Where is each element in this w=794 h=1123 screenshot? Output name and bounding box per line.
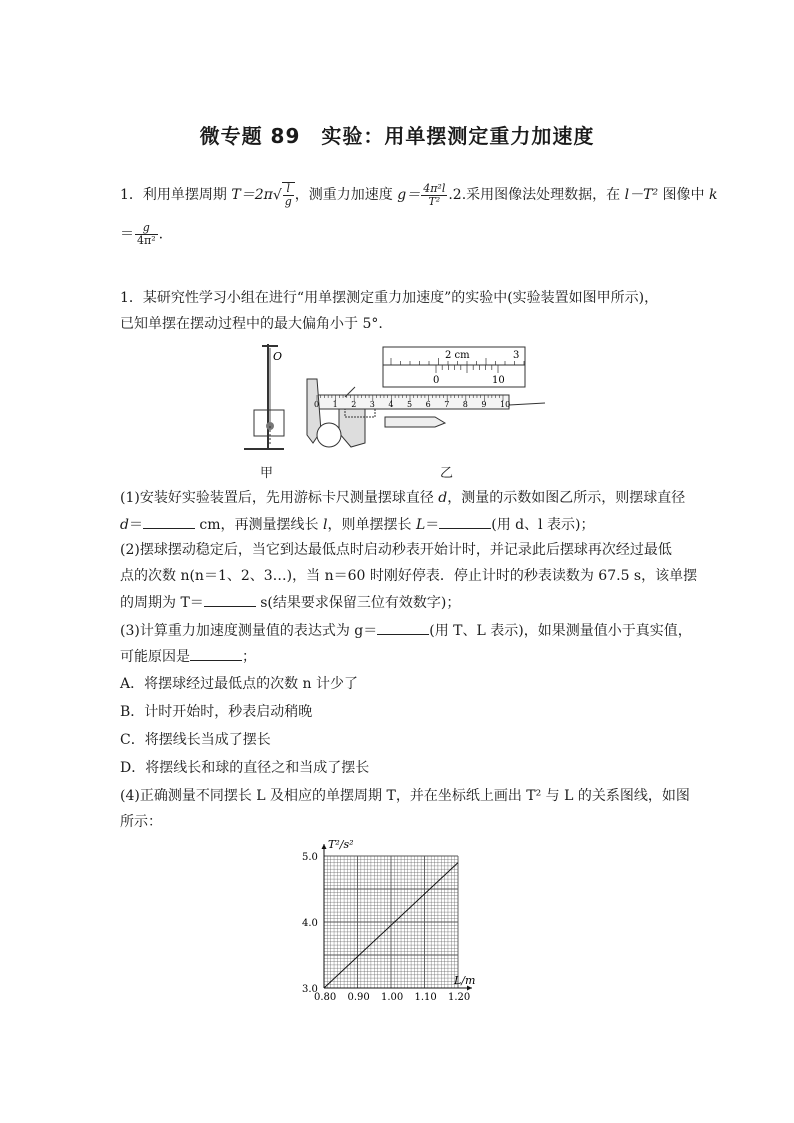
q1-line-1 bbox=[120, 488, 686, 508]
g-fraction-num: 4π²l bbox=[423, 181, 446, 195]
figure-label-jia: 甲 bbox=[260, 466, 274, 481]
sliding-thumb bbox=[385, 417, 445, 427]
g-formula: g＝ bbox=[397, 187, 421, 203]
summary-text-3: .2.采用图像法处理数据，在 bbox=[448, 187, 625, 203]
q2-text-c: 的周期为 T＝ bbox=[120, 595, 204, 611]
t2-l-chart bbox=[290, 836, 510, 1012]
q3-text-a: (3)计算重力加速度测量值的表达式为 g＝ bbox=[120, 623, 378, 639]
y-tick-label: 5.0 bbox=[302, 852, 318, 863]
q3-text-b: (用 T、L 表示)，如果测量值小于真实值， bbox=[429, 623, 692, 639]
q2-line-3 bbox=[120, 592, 680, 613]
y-tick-label: 3.0 bbox=[302, 984, 318, 995]
option-a[interactable]: A．将摆球经过最低点的次数 n 计少了 bbox=[120, 676, 359, 692]
q3-text-d: ； bbox=[242, 649, 256, 665]
main-scale-label: 0 bbox=[314, 400, 320, 409]
pendulum-apparatus-figure bbox=[240, 340, 290, 450]
l-t2-label: l－T² bbox=[624, 187, 659, 203]
sqrt-symbol: √ $\frac{l}{g}$ bbox=[273, 182, 295, 208]
q1-text-h: (用 d、l 表示)； bbox=[491, 517, 595, 533]
sliding-jaw bbox=[339, 409, 365, 447]
k-symbol: k bbox=[708, 187, 718, 203]
k-fraction bbox=[135, 222, 158, 247]
chart-x-label: L/m bbox=[454, 974, 476, 987]
main-scale-label: 9 bbox=[481, 400, 487, 409]
q3-blank-expression[interactable] bbox=[377, 620, 429, 635]
question-intro-2: 已知单摆在摆动过程中的最大偏角小于 5°. bbox=[120, 316, 383, 332]
q1-text-e: cm，再测量摆线长 bbox=[194, 517, 323, 533]
q1-line-2 bbox=[120, 514, 680, 535]
figure-label-yi: 乙 bbox=[440, 466, 454, 481]
inset-main-tick-3: 3 bbox=[513, 350, 520, 361]
period-formula: T＝2π bbox=[231, 187, 273, 203]
summary-line-1 bbox=[120, 181, 718, 208]
pivot-label: O bbox=[273, 350, 283, 363]
q1-blank-length[interactable] bbox=[439, 514, 491, 529]
g-fraction-den: T² bbox=[428, 194, 441, 208]
apparatus-base bbox=[244, 448, 284, 450]
q1-text-b: ，测量的示数如图乙所示，则摆球直径 bbox=[447, 490, 686, 506]
q3-line-1 bbox=[120, 620, 692, 641]
main-scale-label: 10 bbox=[500, 400, 511, 409]
inset-unit-label: 2 cm bbox=[445, 350, 470, 361]
main-scale-label: 2 bbox=[351, 400, 357, 409]
q4-line-2: 所示： bbox=[120, 814, 162, 830]
main-scale-label: 1 bbox=[332, 400, 338, 409]
sqrt-denominator: g bbox=[284, 195, 292, 208]
main-scale-label: 3 bbox=[369, 400, 375, 409]
inset-vernier-10: 10 bbox=[492, 375, 505, 386]
q1-equals-2: ＝ bbox=[425, 517, 440, 533]
q4-line-1: (4)正确测量不同摆长 L 及相应的单摆周期 T，并在坐标纸上画出 T² 与 L 的关系图线，如图 bbox=[120, 788, 690, 804]
q1-blank-diameter[interactable] bbox=[143, 514, 195, 529]
q2-line-1: (2)摆球摆动稳定后，当它到达最低点时启动秒表开始计时，并记录此后摆球再次经过最低 bbox=[120, 542, 672, 558]
main-scale-label: 4 bbox=[388, 400, 394, 409]
sqrt-numerator: l bbox=[283, 183, 294, 196]
q1-text-a: (1)安装好实验装置后，先用游标卡尺测量摆球直径 bbox=[120, 490, 439, 506]
q3-blank-reason[interactable] bbox=[190, 646, 242, 661]
chart-grid bbox=[324, 856, 458, 988]
inset-vernier-0: 0 bbox=[433, 375, 440, 386]
main-scale-label: 8 bbox=[462, 400, 468, 409]
q2-blank-period[interactable] bbox=[204, 592, 256, 607]
q1-var-d: d bbox=[438, 490, 448, 506]
x-tick-label: 1.00 bbox=[381, 992, 404, 1003]
q1-var-L: L bbox=[415, 517, 426, 533]
measured-ball bbox=[317, 423, 341, 447]
main-scale-label: 7 bbox=[444, 400, 450, 409]
option-b[interactable]: B．计时开始时，秒表启动稍晚 bbox=[120, 704, 313, 720]
summary-line-2 bbox=[120, 222, 680, 247]
x-tick-label: 1.20 bbox=[448, 992, 471, 1003]
q1-var-l: l bbox=[323, 517, 328, 533]
q3-line-2 bbox=[120, 646, 680, 667]
main-scale-label: 5 bbox=[407, 400, 413, 409]
k-fraction-num: g bbox=[135, 222, 158, 235]
q2-line-2: 点的次数 n(n＝1、2、3…)，当 n＝60 时刚好停表．停止计时的秒表读数为 67.5 s，该单摆 bbox=[120, 568, 698, 584]
q1-equals: ＝ bbox=[128, 517, 143, 533]
q1-text-f: ，则单摆摆长 bbox=[327, 517, 416, 533]
period-dot: . bbox=[158, 226, 164, 243]
q1-var-d2: d bbox=[120, 517, 129, 533]
summary-text-5: 图像中 bbox=[658, 187, 709, 203]
y-tick-label: 4.0 bbox=[302, 918, 318, 929]
page-title: 微专题 89 实验：用单摆测定重力加速度 bbox=[199, 124, 595, 148]
main-scale-label: 6 bbox=[425, 400, 431, 409]
y-axis-arrow bbox=[322, 844, 327, 849]
summary-text-1: 1．利用单摆周期 bbox=[120, 187, 232, 203]
option-c[interactable]: C．将摆线长当成了摆长 bbox=[120, 732, 271, 748]
k-fraction-den: 4π² bbox=[137, 234, 156, 247]
vernier-caliper-figure bbox=[295, 343, 555, 453]
option-d[interactable]: D．将摆线长和球的直径之和当成了摆长 bbox=[120, 760, 370, 776]
q3-text-c: 可能原因是 bbox=[120, 649, 190, 665]
depth-rod bbox=[509, 403, 545, 405]
x-tick-label: 0.90 bbox=[347, 992, 370, 1003]
chart-y-label: T²/s² bbox=[328, 838, 354, 851]
summary-text-2: ，测重力加速度 bbox=[294, 187, 398, 203]
g-fraction bbox=[421, 183, 447, 208]
equals-sign: ＝ bbox=[120, 226, 134, 243]
x-tick-label: 1.10 bbox=[414, 992, 437, 1003]
x-tick-label: 0.80 bbox=[314, 992, 337, 1003]
q2-text-d: s(结果要求保留三位有效数字)； bbox=[255, 595, 461, 611]
question-intro-1: 1．某研究性学习小组在进行“用单摆测定重力加速度”的实验中(实验装置如图甲所示)， bbox=[120, 290, 659, 306]
